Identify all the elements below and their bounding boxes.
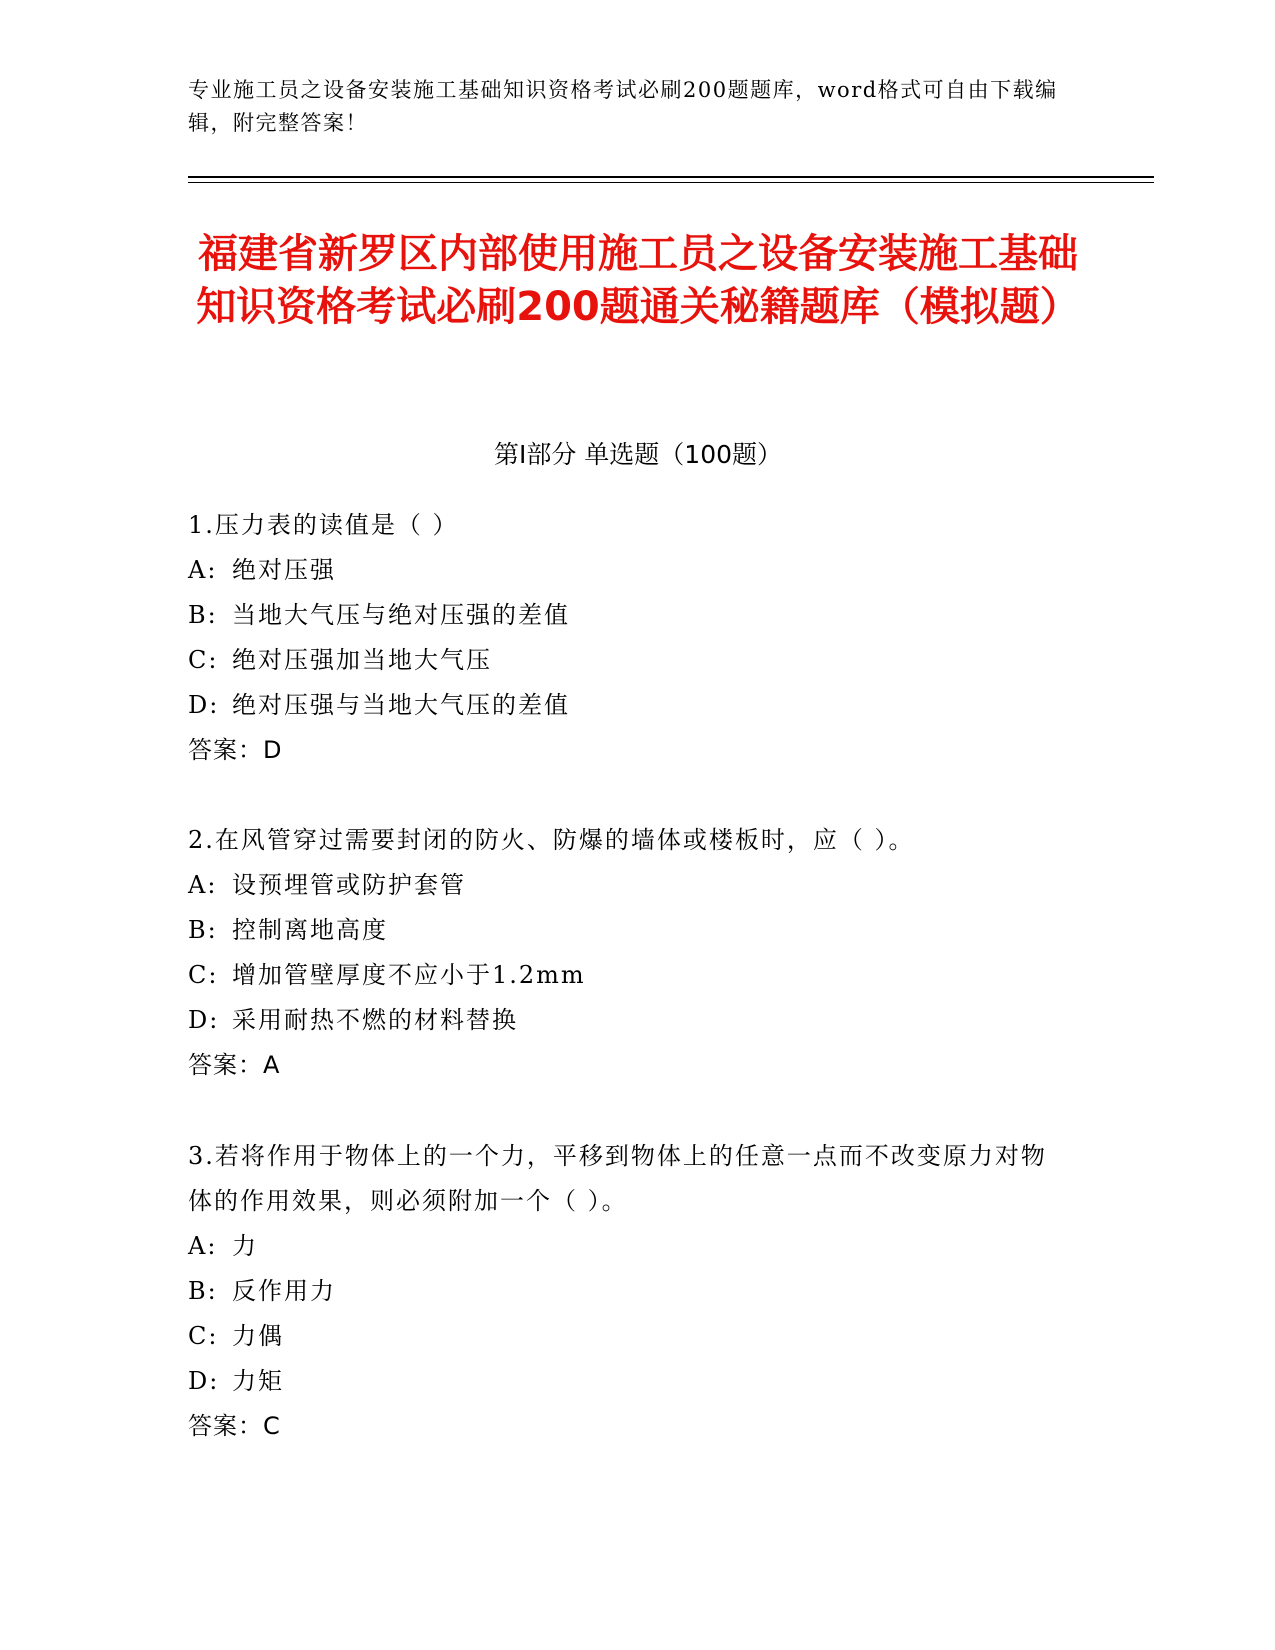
question-option-a xyxy=(188,548,1068,593)
header-rule-thin xyxy=(188,182,1154,183)
option-letter: D: xyxy=(188,1367,220,1395)
question-2 xyxy=(188,818,1068,1088)
option-text: 力矩 xyxy=(232,1367,284,1395)
option-letter: C: xyxy=(188,646,219,674)
question-option-d xyxy=(188,998,1068,1043)
question-stem: 3.若将作用于物体上的一个力，平移到物体上的任意一点而不改变原力对物体的作用效果，则必须附加一个（ ）。 xyxy=(188,1142,1047,1215)
option-text: 力 xyxy=(232,1232,258,1260)
question-answer: 答案：C xyxy=(188,1412,281,1440)
option-text: 绝对压强加当地大气压 xyxy=(232,646,492,674)
question-option-d xyxy=(188,1359,1068,1404)
question-stem: 2.在风管穿过需要封闭的防火、防爆的墙体或楼板时，应（ ）。 xyxy=(188,826,915,854)
option-text: 当地大气压与绝对压强的差值 xyxy=(232,601,570,629)
document-title: 福建省新罗区内部使用施工员之设备安装施工基础知识资格考试必刷200题通关秘籍题库（模拟题） xyxy=(196,231,1080,330)
question-option-a xyxy=(188,863,1068,908)
option-letter: A: xyxy=(188,556,218,584)
option-letter: C: xyxy=(188,961,219,989)
option-text: 反作用力 xyxy=(232,1277,336,1305)
question-option-c xyxy=(188,1314,1068,1359)
section-title: 第Ⅰ部分 单选题（100题） xyxy=(493,440,783,469)
option-text: 控制离地高度 xyxy=(232,916,388,944)
question-option-c xyxy=(188,953,1068,998)
question-option-b xyxy=(188,908,1068,953)
question-1 xyxy=(188,503,1068,773)
question-option-b xyxy=(188,593,1068,638)
question-option-a xyxy=(188,1224,1068,1269)
option-text: 绝对压强 xyxy=(232,556,336,584)
option-letter: B: xyxy=(188,601,218,629)
question-answer: 答案：D xyxy=(188,736,283,764)
option-letter: A: xyxy=(188,871,218,899)
option-letter: D: xyxy=(188,691,220,719)
header-rule-thick xyxy=(188,176,1154,178)
question-answer: 答案：A xyxy=(188,1051,281,1079)
option-text: 采用耐热不燃的材料替换 xyxy=(232,1006,518,1034)
question-stem: 1.压力表的读值是（ ） xyxy=(188,511,459,539)
option-text: 力偶 xyxy=(232,1322,284,1350)
option-letter: A: xyxy=(188,1232,218,1260)
header-note: 专业施工员之设备安装施工基础知识资格考试必刷200题题库，word格式可自由下载编辑，附完整答案！ xyxy=(188,78,1058,135)
option-letter: D: xyxy=(188,1006,220,1034)
option-text: 绝对压强与当地大气压的差值 xyxy=(232,691,570,719)
question-option-b xyxy=(188,1269,1068,1314)
question-3 xyxy=(188,1134,1068,1449)
option-letter: C: xyxy=(188,1322,219,1350)
question-option-c xyxy=(188,638,1068,683)
option-text: 设预埋管或防护套管 xyxy=(232,871,466,899)
question-option-d xyxy=(188,683,1068,728)
option-text: 增加管壁厚度不应小于1.2mm xyxy=(232,961,586,989)
option-letter: B: xyxy=(188,1277,218,1305)
option-letter: B: xyxy=(188,916,218,944)
